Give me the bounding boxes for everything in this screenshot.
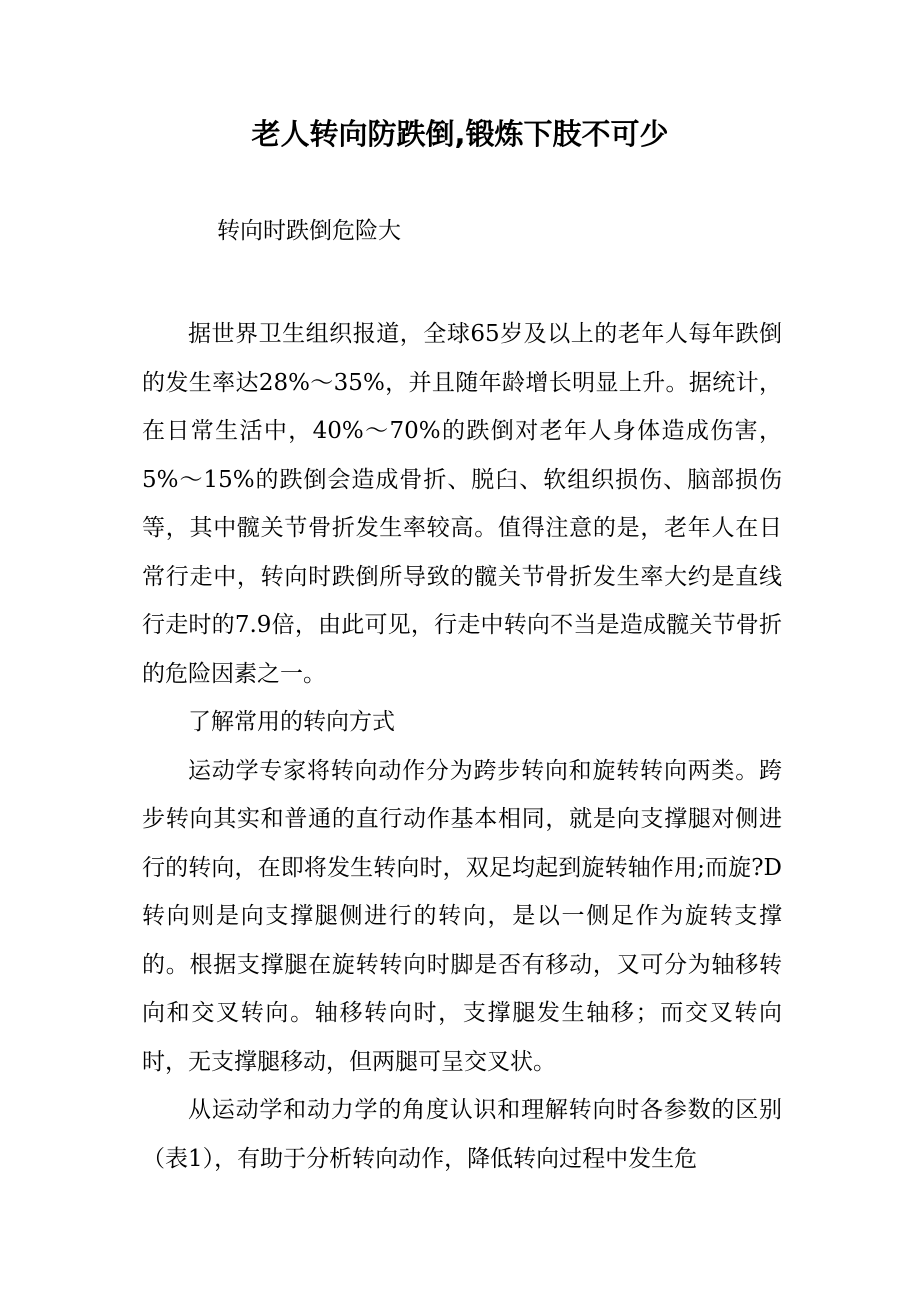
document-body	[142, 310, 782, 1183]
section-heading-fall-risk: 转向时跌倒危险大	[217, 218, 401, 244]
paragraph-statistics: 据世界卫生组织报道，全球65岁及以上的老年人每年跌倒的发生率达28%～35%，并且随年龄增长明显上升。据统计，在日常生活中，40%～70%的跌倒对老年人身体造成伤害，5%～15%的跌倒会造成骨折、脱臼、软组织损伤、脑部损伤等，其中髋关节骨折发生率较高。值得注意的是，老年人在日常行走中，转向时跌倒所导致的髋关节骨折发生率大约是直线行走时的7.9倍，由此可见，行走中转向不当是造成髋关节骨折的危险因素之一。	[142, 321, 782, 687]
paragraph-turning-types: 运动学专家将转向动作分为跨步转向和旋转转向两类。跨步转向其实和普通的直行动作基本相同，就是向支撑腿对侧进行的转向，在即将发生转向时，双足均起到旋转轴作用;而旋?D转向则是向支撑腿侧进行的转向，是以一侧足作为旋转支撑的。根据支撑腿在旋转转向时脚是否有移动，又可分为轴移转向和交叉转向。轴移转向时，支撑腿发生轴移；而交叉转向时，无支撑腿移动，但两腿可呈交叉状。	[142, 757, 782, 1075]
document-title: 老人转向防跌倒,锻炼下肢不可少	[251, 117, 669, 151]
paragraph-kinematics: 从运动学和动力学的角度认识和理解转向时各参数的区别（表1），有助于分析转向动作，降低转向过程中发生危	[142, 1097, 782, 1172]
section-heading-turning-methods: 了解常用的转向方式	[188, 709, 395, 735]
